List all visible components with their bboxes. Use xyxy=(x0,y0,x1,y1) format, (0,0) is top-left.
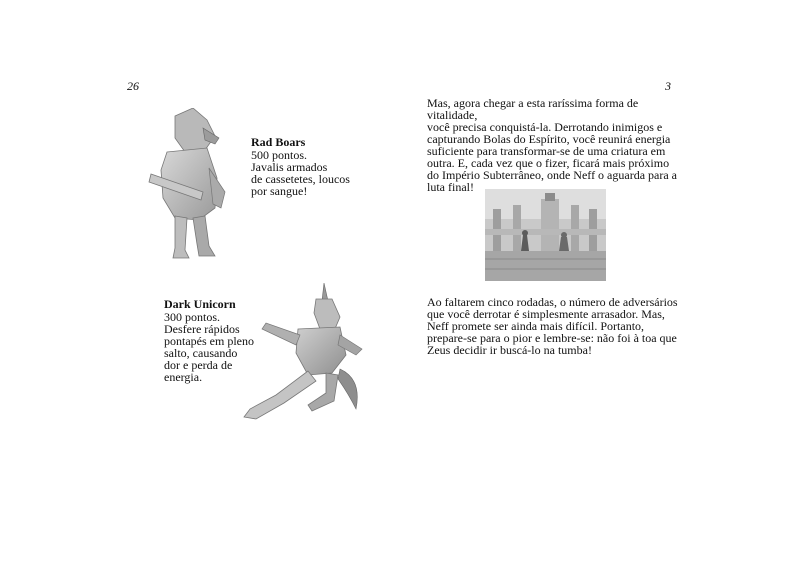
enemy-name-rad-boars: Rad Boars xyxy=(251,135,306,149)
game-screenshot xyxy=(485,189,606,281)
right-page-number: 3 xyxy=(665,79,671,93)
enemy-description-rad-boars: 500 pontos. Javalis armados de cassetetes, loucos por sangue! xyxy=(251,148,350,198)
boar-warrior-illustration xyxy=(145,108,240,263)
enemy-description-dark-unicorn: 300 pontos. Desfere rápidos pontapés em pleno salto, causando dor e perda de energia. xyxy=(164,310,254,384)
enemy-name-dark-unicorn: Dark Unicorn xyxy=(164,297,236,311)
unicorn-fighter-illustration xyxy=(236,283,376,428)
left-page-number: 26 xyxy=(127,79,139,93)
paragraph-2: Ao faltarem cinco rodadas, o número de adversários que você derrotar é simplesmente arrasador. Mas, Neff promete ser ainda mais difícil. Portanto, prepare-se para o pior e lembre-se: não foi à toa que Zeus decidir ir buscá-lo na tumba! xyxy=(427,295,678,357)
paragraph-1: Mas, agora chegar a esta raríssima forma de vitalidade, você precisa conquistá-la. Derrotando inimigos e capturando Bolas do Espírito, você reunirá energia suficiente para transformar-se de uma criatura em outra. E, cada vez que o fizer, ficará mais próximo do Império Subterrâneo, onde Neff o aguarda para a luta final! xyxy=(427,96,678,194)
